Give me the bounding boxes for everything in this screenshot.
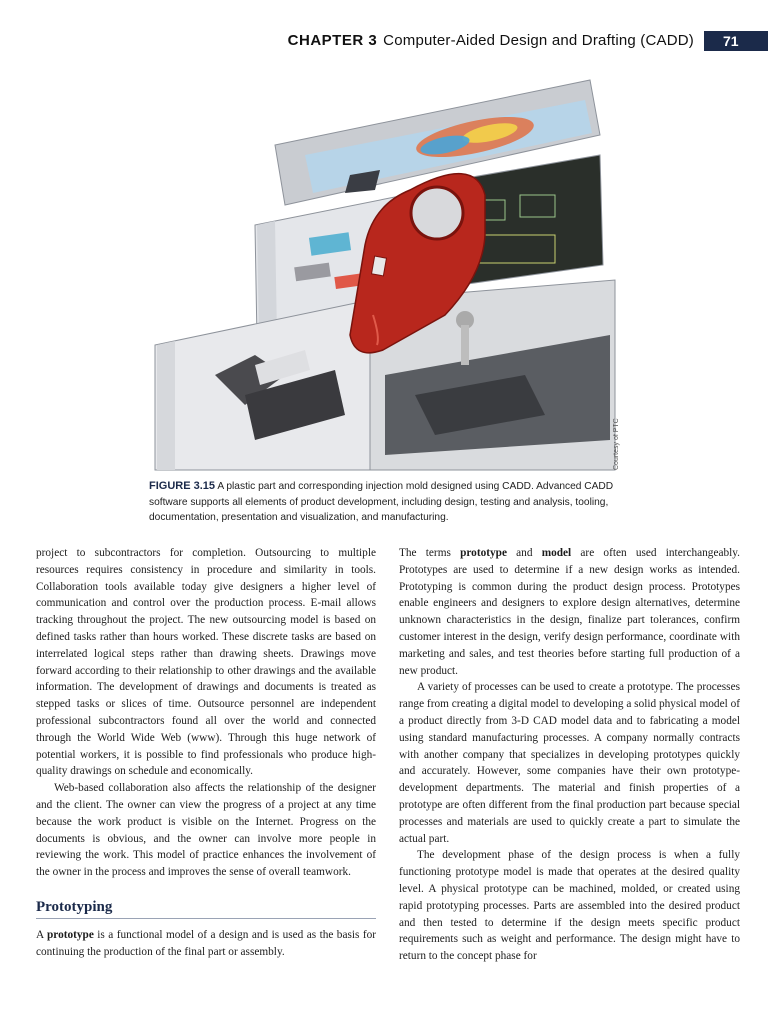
figure-caption: [149, 479, 641, 526]
caption-label: FIGURE 3.15: [149, 480, 216, 492]
figure-credit: Courtesy of PTC: [613, 418, 620, 470]
chapter-title: Computer-Aided Design and Drafting (CADD): [383, 32, 694, 49]
figure-cadd-screens-image: [145, 75, 625, 477]
right-paragraph-2: A variety of processes can be used to create a prototype. The processes range from creating a digital model to developing a solid physical model of a product directly from 3-D CAD model data and to fabricating a model using standard manufacturing processes. A company normally contracts with another company that specializes in developing prototypes quickly and accurately. However, some companies have their own prototype-development departments. The material and finish properties of a prototype are often different from the final production part because special processes and materials are used to quickly create a part to simulate the actual part.: [399, 681, 740, 845]
term-prototype: prototype: [46, 928, 94, 941]
section-heading-prototyping: Prototyping: [36, 899, 376, 919]
left-paragraph-2: Web-based collaboration also affects the relationship of the designer and the client. The owner can view the progress of a project at any time because the work product is visible on the Internet. Progress on the documents is obvious, and the owner can involve more people in reviewing the work. This model of practice enhances the involvement of the owner in the process and improves the sense of overall teamwork.: [36, 782, 376, 879]
r1-text-c: are often used interchangeably. Prototypes are used to determine if a new design works as intended. Prototyping is common during the product design process. Prototypes enable engineers and designers to explore design alternatives, determine unknown characteristics in the design, finalize part tolerances, confirm customer interest in the design, verify design performance, coordinate with marketing and sales, and test theories before starting full production of a new product.: [399, 547, 740, 677]
right-paragraph-1: [399, 545, 740, 679]
p3-text-a: A: [36, 928, 47, 941]
caption-text: A plastic part and corresponding injection mold designed using CADD. Advanced CADD software supports all elements of product development, including design, testing and analysis, tooling, documentation, presentation and visualization, and manufacturing.: [149, 481, 614, 523]
left-paragraph-3: [36, 927, 376, 961]
page-header: [0, 31, 768, 53]
left-paragraph-1: project to subcontractors for completion. Outsourcing to multiple resources requires consistency in procedure and similarity in tools. Collaboration tools available today give designers a higher level of communication and control over the production process. E-mail allows tracking throughout the project. The new outsourcing model is based on defined tasks rather than hours worked. These discrete tasks are based on interrelated logical steps rather than drawing sheets. Drawings move forward according to their relationship to other drawings and the available information. The development of drawings and documents is treated as stepped tasks or slices of time. Outsource personnel are independent professional subcontractors found all over the world and connected through the World Wide Web (www). Through this huge network of potential workers, it is possible to find professionals who produce high-quality drawings on schedule and economically.: [36, 547, 376, 778]
page-number: 71: [704, 31, 768, 51]
p3-text-b: is a functional model of a design and is used as the basis for continuing the production of the final part or assembly.: [36, 928, 377, 958]
running-head: [288, 31, 694, 51]
right-paragraph-3: The development phase of the design process is when a fully functioning prototype model is made that operates at the desired quality level. A physical prototype can be machined, molded, or created using rapid prototyping processes. Parts are assembled into the desired product and then tested to determine if the design meets specific product requirements such as weight and performance. The design might have to return to the concept phase for: [399, 849, 740, 963]
term-model: model: [541, 547, 572, 559]
right-column: [399, 545, 740, 965]
left-column: [36, 545, 376, 960]
r1-text-b: and: [506, 547, 542, 559]
term-prototype-2: prototype: [460, 547, 507, 559]
r1-text-a: The terms: [399, 547, 461, 559]
chapter-label: CHAPTER 3: [287, 32, 378, 49]
